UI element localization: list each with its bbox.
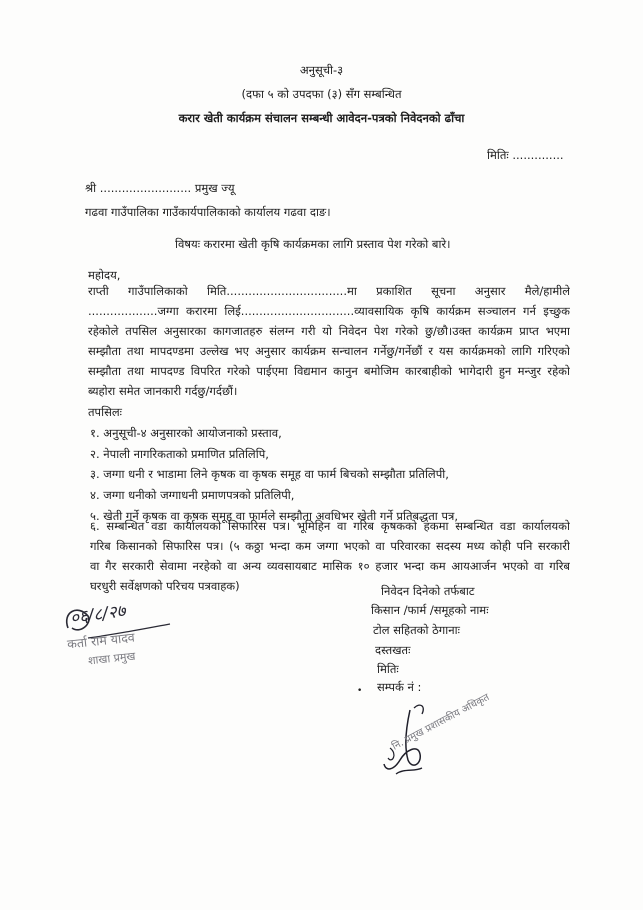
item6-line: गरिब किसानको सिफारिस पत्र। (५ कठ्ठा भन्दा कम जग्गा भएको वा परिवारका सदस्य मध्य कोही पनि सरकारी (90, 539, 570, 553)
officer-stamp: नि. प्रमुख प्रशासकीय अधिकृत (390, 692, 492, 753)
body-line: सम्झौता तथा मापदण्ड विपरित गरेको पाईएमा विद्यमान कानुन बमोजिम कारबाहीको भागेदारी हुन मन्जुर रहेको (88, 364, 570, 378)
item6-line: घरधुरी सर्वेक्षणको परिचय पत्रवाहक) (90, 579, 240, 593)
item6-line: ६. सम्बन्धित वडा कार्यालयको सिफारिस पत्र। भूमिहिन वा गरिब कृषकको हकमा सम्बन्धित वडा कार्यालयको (90, 519, 570, 533)
addressee-line: श्री ......................... प्रमुख ज्यू (85, 181, 235, 195)
applicant-field-date: मितिः (377, 662, 399, 676)
attachment-item: ३. जग्गा धनी र भाडामा लिने कृषक वा कृषक समूह वा फार्म बिचको सम्झौता प्रतिलिपी, (90, 467, 449, 481)
stamp-name: कर्ता राम यादव (66, 629, 136, 652)
item6-line: वा गैर सरकारी सेवामा नरहेको वा अन्य व्यवसायबाट मासिक १० हजार भन्दा कम आयआर्जन भएको वा गरिब (90, 559, 570, 573)
body-line: ब्यहोरा समेत जानकारी गर्दछु/गर्दछौं। (88, 384, 238, 398)
body-line: सम्झौता तथा मापदण्डमा उल्लेख भए अनुसार कार्यक्रम सन्चालन गर्नेछु/गर्नेछौं र यस कार्यक्रमको लागि गरिएको (88, 344, 570, 358)
attachments-title: तपसिलः (88, 405, 122, 419)
applicant-field-address: टोल सहितको ठेगानाः (373, 623, 460, 637)
subject-line: विषयः करारमा खेती कृषि कार्यक्रमका लागि प्रस्ताव पेश गरेको बारे। (175, 237, 451, 251)
applicant-field-name: किसान /फार्म /समूहको नामः (371, 603, 489, 617)
salutation: महोदय, (88, 268, 121, 282)
date-line: मितिः .............. (487, 148, 564, 162)
handwritten-date: ०६/८/२७ (68, 601, 127, 629)
attachment-item: ४. जग्गा धनीको जग्गाधनी प्रमाणपत्रको प्रतिलिपी, (90, 488, 295, 502)
body-line: ...................जग्गा करारमा लिई...............................व्यावसायिक कृषि कार्यक्रम सञ्चालन गर्न इच्छुक (88, 304, 570, 318)
body-line: रहेकोले तपसिल अनुसारका कागजातहरु संलग्न गरी यो निवेदन पेश गरेको छु/छौ।उक्त कार्यक्रम प्राप्त भएमा (88, 324, 570, 338)
body-line: राप्ती गाउँपालिकाको मिति.................................मा प्रकाशित सूचना अनुसार मैले/हामीले (88, 284, 570, 298)
form-title: करार खेती कार्यक्रम संचालन सम्बन्धी आवेदन-पत्रको निवेदनको ढाँचा (178, 111, 465, 125)
applicant-heading: निवेदन दिनेको तर्फबाट (381, 584, 475, 598)
dot-mark: • (357, 686, 363, 696)
stamp-designation: शाखा प्रमुख (87, 649, 137, 668)
schedule-label: अनुसूची-३ (299, 63, 344, 77)
attachment-item-6 (90, 516, 570, 596)
section-reference: (दफा ५ को उपदफा (३) सँग सम्बन्धित (241, 87, 402, 101)
office-line: गढवा गाउँपालिका गाउँकार्यपालिकाको कार्यालय गढवा दाङ। (85, 205, 331, 219)
applicant-field-contact: सम्पर्क नं : (377, 680, 422, 694)
attachment-item: ५. खेती गर्ने कृषक वा कृषक समूह वा फार्मले सम्झौता अवधिभर खेती गर्ने प्रतिबद्धता पत्र, (90, 509, 458, 523)
attachment-item: २. नेपाली नागरिकताको प्रमाणित प्रतिलिपि, (90, 447, 269, 461)
body-paragraph (88, 281, 570, 401)
applicant-field-signature: दस्तखतः (375, 643, 411, 657)
attachment-item: १. अनुसूची-४ अनुसारको आयोजनाको प्रस्ताव, (90, 426, 282, 440)
